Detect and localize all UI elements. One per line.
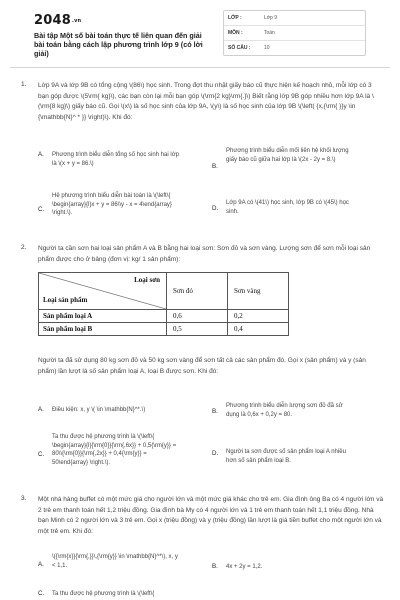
- info-value: Lớp 9: [264, 15, 278, 21]
- table-cell: 0,4: [228, 323, 289, 336]
- option-text: Điều kiện: x, y \( \in \mathbb{N}^*.\): [52, 407, 146, 413]
- document-title: Bài tập Một số bài toán thực tế liên quan đến giải bài toán bằng cách lập phương trình lớp 9 (có lời giải): [34, 31, 203, 58]
- site-logo[interactable]: [34, 13, 81, 28]
- info-box: [223, 10, 366, 56]
- option-letter: B.: [212, 163, 218, 170]
- info-key: LỚP :: [228, 15, 242, 21]
- logo-suffix: .vn: [71, 17, 82, 24]
- table-row: [39, 323, 289, 336]
- option-text: Phương trình biểu diễn tổng số học sinh hai lớp là \(x + y = 86.\): [52, 152, 179, 167]
- table-row-label: Sản phẩm loại A: [39, 310, 167, 323]
- option-letter: A.: [38, 151, 44, 158]
- info-row-subject: [224, 26, 365, 41]
- option-text: Lớp 9A có \(41\) học sinh, lớp 9B có \(45\) học sinh.: [226, 200, 349, 215]
- table-row-label: Sản phẩm loại B: [39, 323, 167, 336]
- table-corner-cell: [39, 273, 167, 310]
- info-key: MÔN :: [228, 30, 243, 36]
- option-text: \({\rm{x}}{\rm{,}}\,{\rm{y}} \in \mathbb{N}^*\), x, y < 1,1.: [52, 554, 178, 569]
- option-text: 4x + 2y = 1,2.: [226, 564, 263, 570]
- option-letter: C.: [38, 451, 45, 458]
- logo-text: 2048: [34, 13, 71, 28]
- option-text: Phương trình biểu diễn mối liên hệ khối lượng giấy báo cũ giữa hai lớp là \(2x - 2y = 8.\): [226, 148, 349, 163]
- option-letter: D.: [212, 450, 219, 457]
- info-value: 10: [264, 45, 270, 51]
- info-row-count: [224, 41, 365, 55]
- question-number: 2.: [21, 244, 27, 251]
- option-text: Phương trình biểu diễn lượng sơn đỏ đã sử dụng là 0,6x + 0,2y = 80.: [226, 403, 343, 418]
- question-text: Người ta cần sơn hai loại sản phẩm A và B bằng hai loại sơn: Sơn đỏ và sơn vàng. Lượng sơn để sơn mỗi loại sản phẩm được cho ở bảng (đơn vị: kg/ 1 sản phẩm):: [38, 245, 371, 263]
- table-column-header: Sơn đỏ: [167, 273, 228, 310]
- option-letter: D.: [212, 205, 219, 212]
- option-text: Ta thu được hệ phương trình là \(\left\{: [52, 591, 155, 597]
- question-text-continued: Người ta đã sử dụng 80 kg sơn đỏ và 50 kg sơn vàng để sơn tất cả các sản phẩm đó. Gọi x (sản phẩm) và y (sản phẩm) lần lượt là số sản phẩm loại A, loại B được sơn. Khi đó:: [38, 357, 366, 375]
- paint-table: [38, 272, 289, 336]
- table-row: [39, 310, 289, 323]
- table-row-group-label: Loại sản phẩm: [43, 296, 88, 304]
- option-letter: A.: [38, 406, 44, 413]
- question-text: Một nhà hàng buffet có một mức giá cho người lớn và một mức giá khác cho trẻ em. Gia đình ông Ba có 4 người lớn và 2 trẻ em thanh toán hết 1,2 triệu đồng. Gia đình bà My có 4 người lớn và 1 trẻ em thanh toán hết 1,1 triệu đồng. Nhà bạn Minh có 2 người lớn và 3 trẻ em. Gọi x (triệu đồng) và y (triệu đồng) lần lượt là giá tiền buffet cho một người lớn và một trẻ em. Khi đó:: [38, 496, 384, 535]
- question-text: Lớp 9A và lớp 9B có tổng cộng \(86\) học sinh. Trong đợt thu nhặt giấy báo cũ thực hiện kế hoạch nhỏ, mỗi lớp có 3 bạn góp được \(5\rm{ kg}\), các bạn còn lại mỗi bạn góp \(\rm{2 kg}\rm{.}\) Biết rằng lớp 9B góp nhiều hơn lớp 9A là \(\rm{8 kg}\) giấy báo cũ. Gọi \(x\) là số học sinh của lớp 9A, \(y\) là số học sinh của lớp 9B \(\left( {x,{\rm{ }}y \in {\mathbb{N}^ * }} \right)\). Khi đó:: [38, 82, 374, 121]
- option-letter: A.: [38, 561, 44, 568]
- table-cell: 0,6: [167, 310, 228, 323]
- info-row-grade: [224, 11, 365, 26]
- info-key: SỐ CÂU :: [228, 45, 251, 51]
- question-number: 1.: [21, 81, 27, 88]
- option-text: Ta thu được hệ phương trình là \(\left\{ \begin{array}{l}{\rm{0}}{\rm{,6x}} + 0,5{\rm{y}} = 80\\{\rm{0}}{\rm{,2x}} + 0,4{\rm{y}} = 50\end{array} \right.\).: [52, 434, 177, 466]
- header-divider: [10, 67, 390, 68]
- info-value: Toán: [264, 30, 275, 36]
- table-cell: 0,2: [228, 310, 289, 323]
- option-letter: C.: [38, 590, 45, 597]
- table-column-header: Sơn vàng: [228, 273, 289, 310]
- document-header: [0, 0, 400, 62]
- option-text: Người ta sơn được số sản phẩm loại A nhiều hơn số sản phẩm loại B.: [226, 449, 346, 464]
- option-letter: B.: [212, 408, 218, 415]
- option-letter: B.: [212, 563, 218, 570]
- option-text: Hệ phương trình biểu diễn bài toán là \(\left\{ \begin{array}{l}x + y = 86\\y - x = 4\end{array} \right.\).: [52, 193, 172, 217]
- table-cell: 0,5: [167, 323, 228, 336]
- table-column-group-label: Loại sơn: [134, 276, 160, 284]
- option-letter: C.: [38, 206, 45, 213]
- question-number: 3.: [21, 495, 27, 502]
- table-header-row: [39, 273, 289, 310]
